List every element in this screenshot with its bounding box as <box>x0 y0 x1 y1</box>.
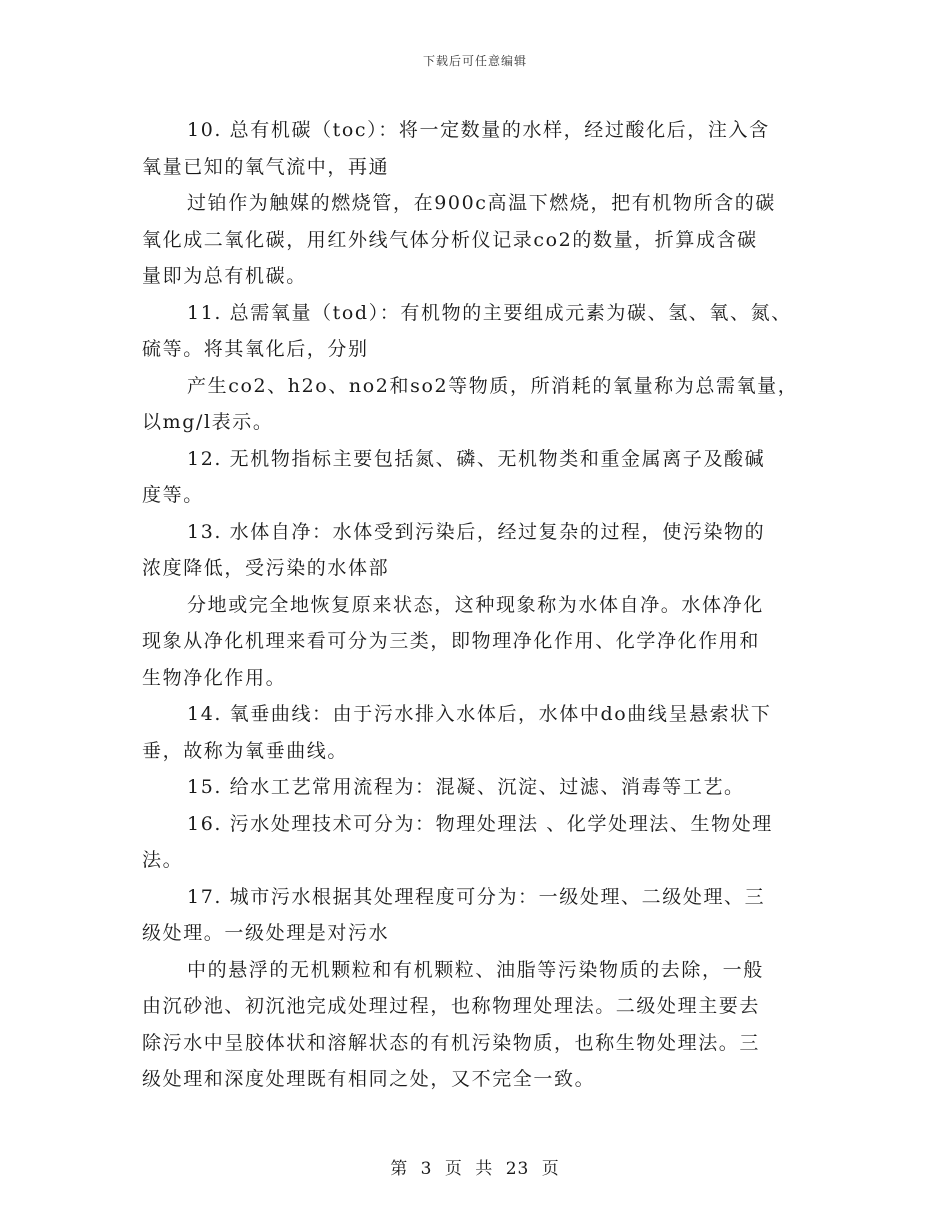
text-line: 氧量已知的氧气流中，再通 <box>142 155 390 178</box>
text-line: 过铂作为触媒的燃烧管，在900c高温下燃烧，把有机物所含的碳 <box>187 192 776 214</box>
text-line: 产生co2、h2o、no2和so2等物质，所消耗的氧量称为总需氧量， <box>187 374 799 397</box>
text-line: 除污水中呈胶体状和溶解状态的有机污染物质，也称生物处理法。三 <box>142 1031 761 1054</box>
text-line: 14. 氧垂曲线：由于污水排入水体后，水体中do曲线呈悬索状下 <box>187 703 772 725</box>
text-line: 13. 水体自净：水体受到污染后，经过复杂的过程，使污染物的 <box>187 520 766 543</box>
text-line: 11. 总需氧量（tod）：有机物的主要组成元素为碳、氢、氧、氮、 <box>187 301 792 324</box>
text-line: 15. 给水工艺常用流程为：混凝、沉淀、过滤、消毒等工艺。 <box>187 776 745 798</box>
text-line: 由沉砂池、初沉池完成处理过程，也称物理处理法。二级处理主要去 <box>142 995 761 1017</box>
text-line: 16. 污水处理技术可分为：物理处理法 、化学处理法、生物处理 <box>187 812 773 835</box>
text-line: 10. 总有机碳（toc）：将一定数量的水样，经过酸化后，注入含 <box>187 119 770 141</box>
text-line: 硫等。将其氧化后，分别 <box>142 338 369 360</box>
text-line: 以mg/l表示。 <box>142 411 274 433</box>
page-number-footer: 第 3 页 共 23 页 <box>390 1159 560 1179</box>
text-line: 现象从净化机理来看可分为三类，即物理净化作用、化学净化作用和 <box>142 630 761 652</box>
text-line: 级处理和深度处理既有相同之处，又不完全一致。 <box>142 1068 596 1090</box>
text-line: 量即为总有机碳。 <box>142 265 307 287</box>
page-header-note: 下载后可任意编辑 <box>422 54 527 68</box>
document-body <box>142 112 832 1098</box>
text-line: 分地或完全地恢复原来状态，这种现象称为水体自净。水体净化 <box>187 593 764 616</box>
text-line: 氧化成二氧化碳，用红外线气体分析仪记录co2的数量，折算成含碳 <box>142 228 758 251</box>
text-line: 17. 城市污水根据其处理程度可分为：一级处理、二级处理、三 <box>187 885 766 908</box>
text-line: 度等。 <box>142 484 204 506</box>
text-line: 12. 无机物指标主要包括氮、磷、无机物类和重金属离子及酸碱 <box>187 447 766 470</box>
text-line: 垂，故称为氧垂曲线。 <box>142 739 349 762</box>
text-line: 中的悬浮的无机颗粒和有机颗粒、油脂等污染物质的去除，一般 <box>187 958 764 981</box>
text-line: 生物净化作用。 <box>142 666 287 689</box>
text-line: 级处理。一级处理是对污水 <box>142 922 390 944</box>
text-line: 浓度降低，受污染的水体部 <box>142 557 390 579</box>
text-line: 法。 <box>142 849 184 871</box>
